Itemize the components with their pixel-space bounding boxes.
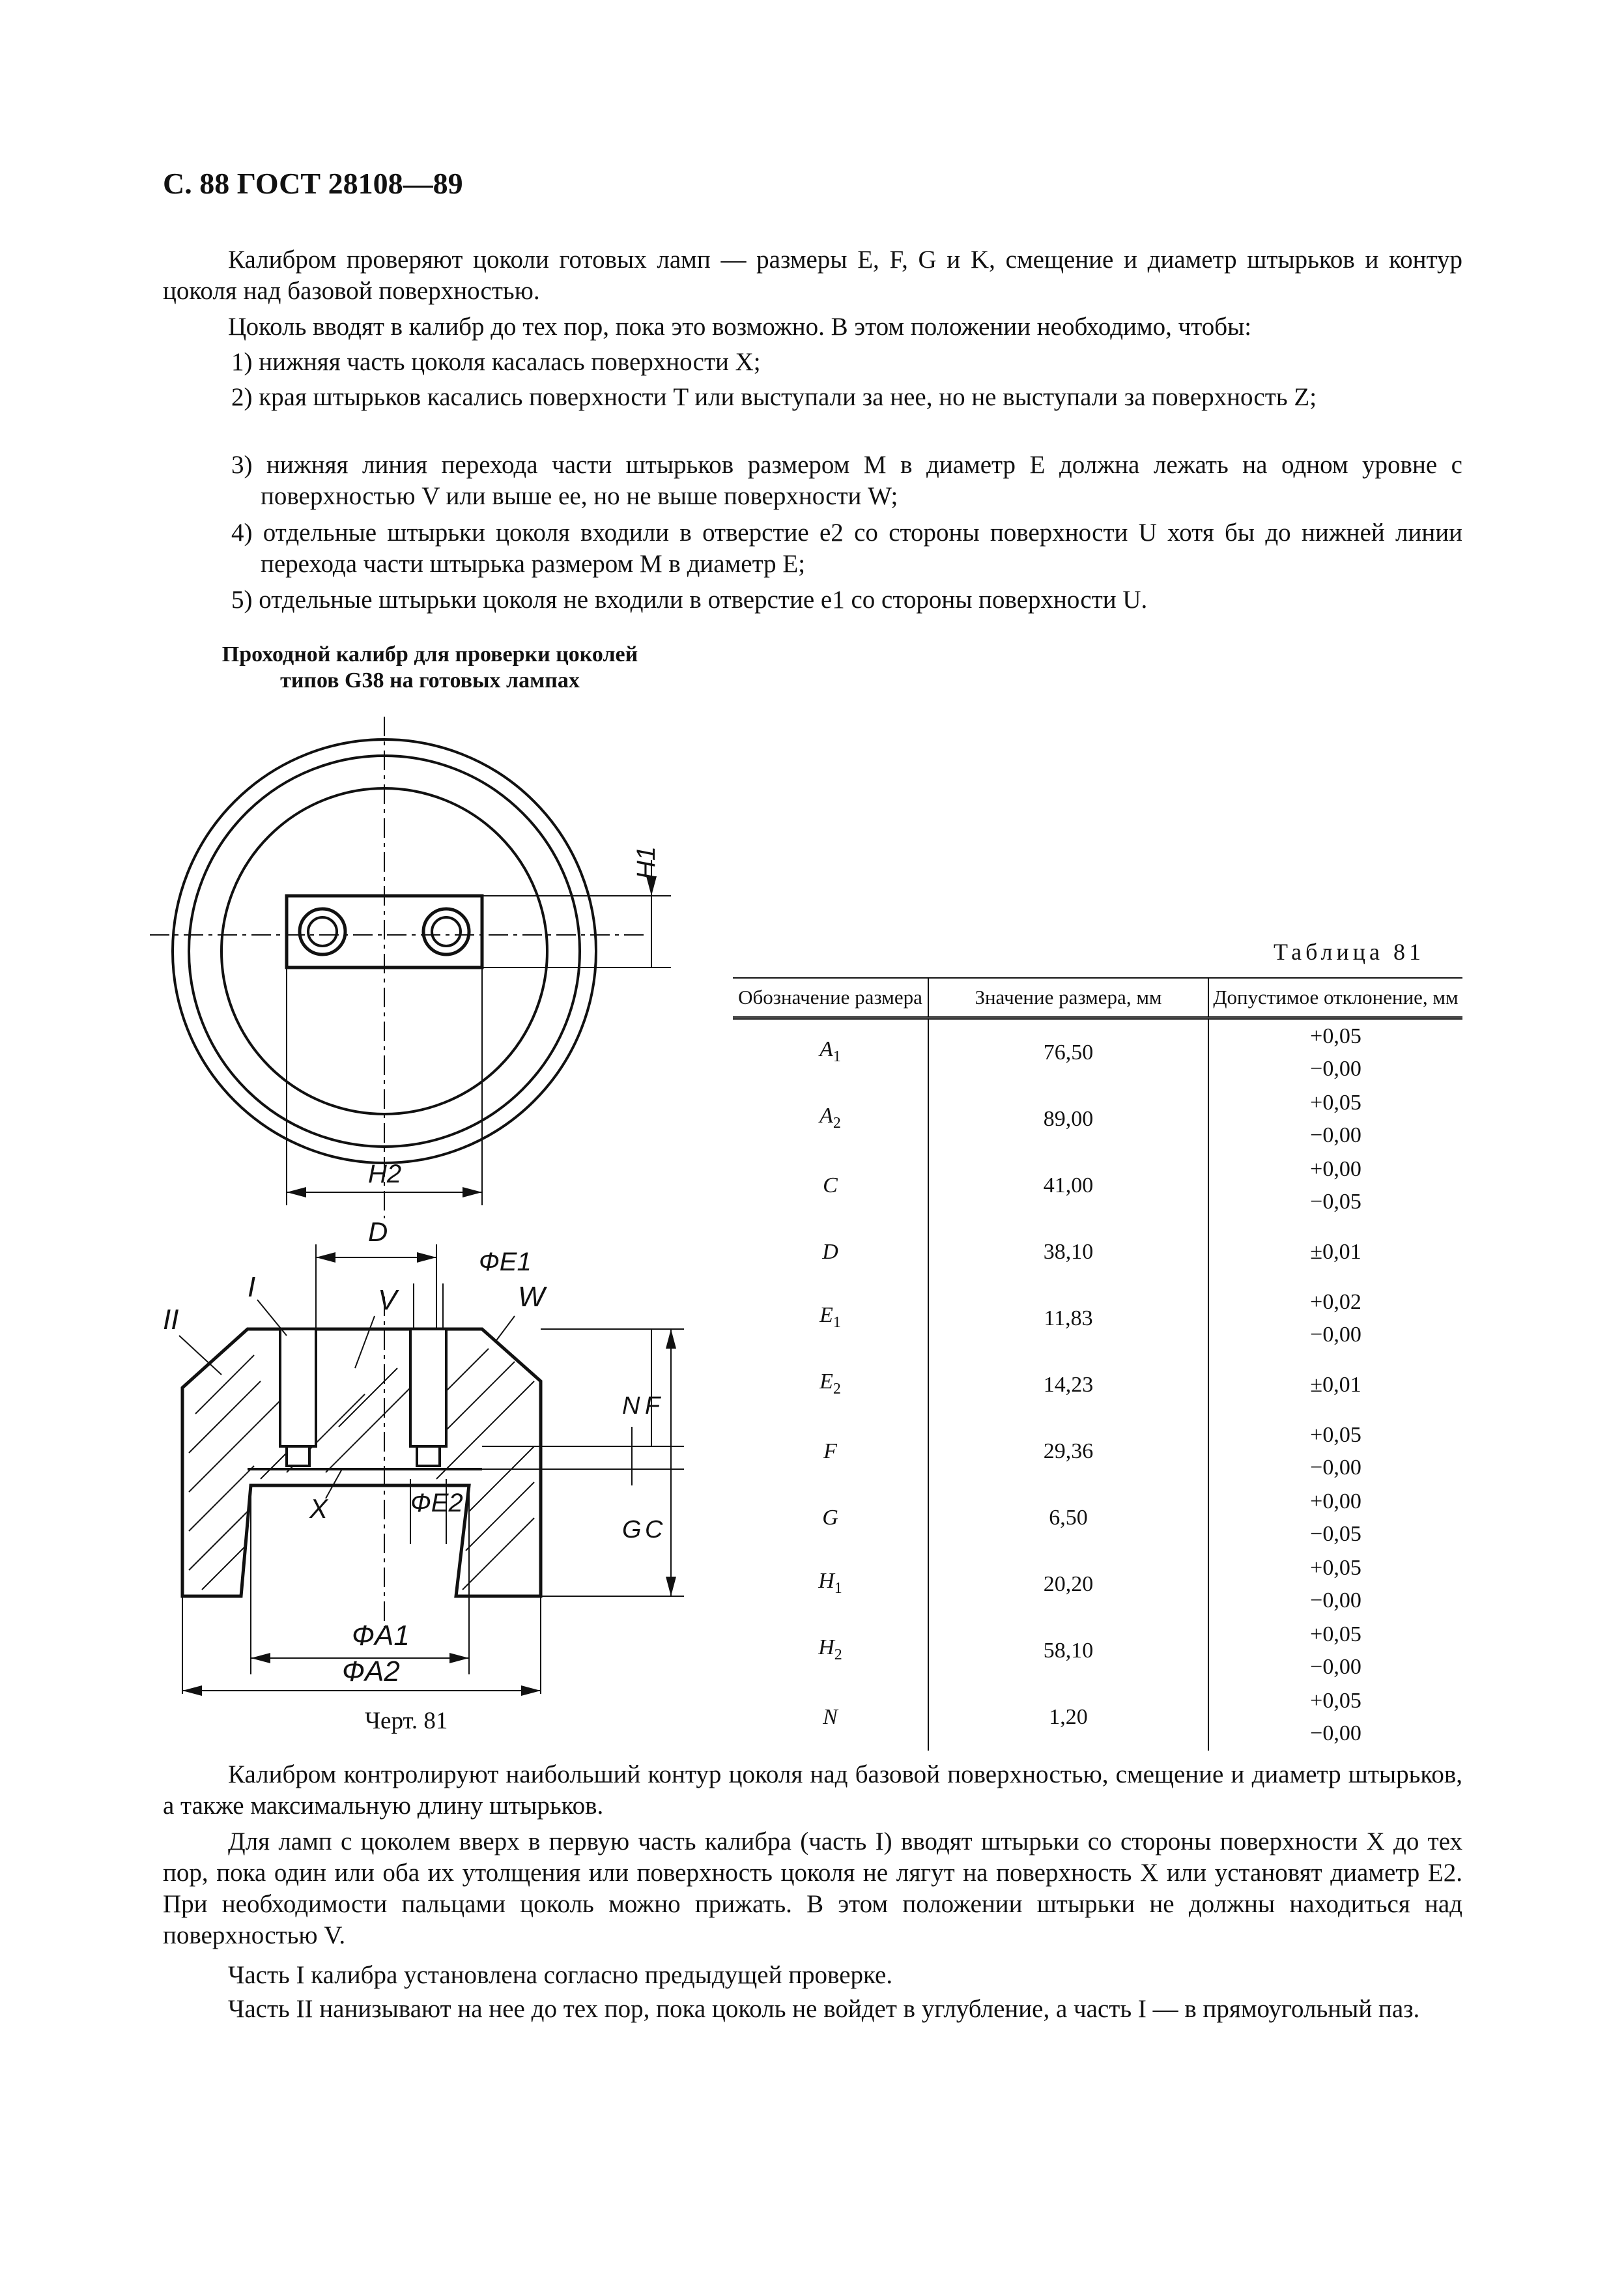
cell-symbol: $E_2$ xyxy=(819,1369,841,1397)
cell-value: 41,00 xyxy=(928,1153,1208,1219)
label-g: G xyxy=(622,1516,642,1543)
cell-value: 38,10 xyxy=(928,1219,1208,1285)
section-view xyxy=(163,1216,684,1696)
cell-symbol: $A_2$ xyxy=(819,1103,841,1132)
column-header: Значение размера, мм xyxy=(928,978,1208,1018)
table-row xyxy=(733,1352,1462,1418)
label-a1: ФA1 xyxy=(352,1620,410,1652)
list-item-5: 5) отдельные штырьки цоколя не входили в отверстие e1 со стороны поверхности U. xyxy=(231,586,1148,614)
data-table xyxy=(733,977,1462,1751)
table-row xyxy=(733,1285,1462,1352)
tolerance-line: −0,00 xyxy=(1310,1455,1361,1480)
cell-tolerance xyxy=(1208,1418,1462,1485)
cell-value: 6,50 xyxy=(928,1485,1208,1551)
figure-caption: Черт. 81 xyxy=(365,1708,448,1734)
table-row xyxy=(733,1485,1462,1551)
cell-tolerance xyxy=(1208,1285,1462,1352)
cell-value: 89,00 xyxy=(928,1086,1208,1153)
cell-tolerance xyxy=(1208,1219,1462,1285)
label-part-ii: II xyxy=(163,1304,179,1336)
figure-title xyxy=(163,642,697,694)
cell-value: 58,10 xyxy=(928,1618,1208,1684)
tolerance-line: ±0,01 xyxy=(1310,1240,1361,1264)
label-e2: ФE2 xyxy=(410,1489,463,1517)
tolerance-line: −0,00 xyxy=(1310,1323,1361,1347)
figure-title-line-1: Проходной калибр для проверки цоколей xyxy=(221,642,638,666)
cell-symbol: $H_1$ xyxy=(818,1568,842,1597)
label-h2: H2 xyxy=(368,1160,402,1188)
outro-paragraph-4: Часть II нанизывают на нее до тех пор, пока цоколь не войдет в углубление, а часть I — в прямоугольный паз. xyxy=(228,1995,1420,2023)
cell-value: 29,36 xyxy=(928,1418,1208,1485)
tolerance-line: −0,00 xyxy=(1310,1588,1361,1612)
intro-paragraph-1: Калибром проверяют цоколи готовых ламп — размеры E, F, G и K, смещение и диаметр штырьков и контур цоколя над базовой поверхностью. xyxy=(163,246,1462,305)
table-row xyxy=(733,1684,1462,1751)
label-d: D xyxy=(368,1216,388,1247)
tolerance-line: +0,00 xyxy=(1310,1489,1361,1513)
table-row xyxy=(733,1219,1462,1285)
tolerance-line: −0,05 xyxy=(1310,1190,1361,1214)
list-item-1: 1) нижняя часть цоколя касалась поверхности X; xyxy=(231,348,761,376)
tolerance-line: +0,05 xyxy=(1310,1689,1361,1713)
cell-tolerance xyxy=(1208,1086,1462,1153)
figure-title-line-2: типов G38 на готовых лампах xyxy=(280,668,580,693)
technical-drawing xyxy=(150,710,736,1726)
column-header: Допустимое отклонение, мм xyxy=(1208,978,1462,1018)
label-c: C xyxy=(645,1516,663,1543)
cell-symbol: F xyxy=(823,1439,837,1463)
tolerance-line: +0,02 xyxy=(1310,1290,1361,1314)
list-item-3: 3) нижняя линия перехода части штырьков размером M в диаметр E должна лежать на одном уровне с поверхностью V или выше ее, но не выше поверхности W; xyxy=(231,451,1462,510)
table-row xyxy=(733,1086,1462,1153)
label-h1: H1 xyxy=(632,846,661,880)
cell-symbol: N xyxy=(823,1705,838,1729)
tolerance-line: −0,05 xyxy=(1310,1522,1361,1546)
cell-tolerance xyxy=(1208,1153,1462,1219)
table-row xyxy=(733,1551,1462,1618)
table-row xyxy=(733,1418,1462,1485)
table-row xyxy=(733,1018,1462,1087)
intro-paragraph-2: Цоколь вводят в калибр до тех пор, пока это возможно. В этом положении необходимо, чтобы: xyxy=(228,313,1252,341)
tolerance-line: +0,05 xyxy=(1310,1024,1361,1048)
cell-tolerance xyxy=(1208,1684,1462,1751)
tolerance-line: ±0,01 xyxy=(1310,1373,1361,1397)
tolerance-line: −0,00 xyxy=(1310,1655,1361,1679)
list-item-4: 4) отдельные штырьки цоколя входили в отверстие e2 со стороны поверхности U хотя бы до нижней линии перехода части штырька размером M в диаметр E; xyxy=(231,519,1462,578)
tolerance-line: +0,05 xyxy=(1310,1091,1361,1115)
table-header-row xyxy=(733,978,1462,1018)
label-f: F xyxy=(645,1392,661,1420)
label-x: X xyxy=(309,1493,328,1524)
cell-value: 14,23 xyxy=(928,1352,1208,1418)
tolerance-line: +0,05 xyxy=(1310,1556,1361,1580)
cell-tolerance xyxy=(1208,1018,1462,1087)
label-v: V xyxy=(378,1284,397,1316)
page-header: С. 88 ГОСТ 28108—89 xyxy=(163,167,463,200)
cell-value: 20,20 xyxy=(928,1551,1208,1618)
cell-tolerance xyxy=(1208,1618,1462,1684)
cell-tolerance xyxy=(1208,1551,1462,1618)
cell-value: 76,50 xyxy=(928,1018,1208,1087)
tolerance-line: +0,05 xyxy=(1310,1622,1361,1646)
table-row xyxy=(733,1153,1462,1219)
outro-paragraph-1: Калибром контролируют наибольший контур цоколя над базовой поверхностью, смещение и диаметр штырьков, а также максимальную длину штырьков. xyxy=(163,1760,1462,1820)
label-a2: ФA2 xyxy=(342,1655,400,1687)
cell-tolerance xyxy=(1208,1485,1462,1551)
label-part-i: I xyxy=(248,1271,256,1303)
cell-value: 1,20 xyxy=(928,1684,1208,1751)
cell-symbol: $E_1$ xyxy=(819,1302,841,1331)
table-caption: Таблица 81 xyxy=(1274,939,1425,965)
tolerance-line: −0,00 xyxy=(1310,1057,1361,1081)
label-w: W xyxy=(518,1281,545,1313)
column-header: Обозначение размера xyxy=(733,978,928,1018)
label-n: N xyxy=(622,1392,640,1420)
table-row xyxy=(733,1618,1462,1684)
tolerance-line: −0,00 xyxy=(1310,1123,1361,1147)
label-e1: ФE1 xyxy=(479,1248,532,1276)
cell-symbol: C xyxy=(823,1173,838,1197)
tolerance-line: +0,05 xyxy=(1310,1423,1361,1447)
cell-tolerance xyxy=(1208,1352,1462,1418)
tolerance-line: −0,00 xyxy=(1310,1721,1361,1745)
outro-paragraph-2: Для ламп с цоколем вверх в первую часть калибра (часть I) вводят штырьки со стороны поверхности X до тех пор, пока один или оба их утолщения или поверхность цоколя не лягут на поверхность X или установят диаметр E2. При необходимости пальцами цоколь можно прижать. В этом положении штырьки не должны находиться над поверхностью V. xyxy=(163,1827,1462,1949)
cell-symbol: $H_2$ xyxy=(818,1635,842,1663)
outro-paragraph-3: Часть I калибра установлена согласно предыдущей проверке. xyxy=(228,1961,893,1989)
top-view xyxy=(150,717,671,1218)
cell-value: 11,83 xyxy=(928,1285,1208,1352)
list-item-2: 2) края штырьков касались поверхности T или выступали за нее, но не выступали за поверхность Z; xyxy=(231,383,1317,411)
cell-symbol: $A_1$ xyxy=(819,1037,841,1065)
cell-symbol: D xyxy=(822,1240,838,1264)
tolerance-line: +0,00 xyxy=(1310,1157,1361,1181)
cell-symbol: G xyxy=(822,1506,838,1530)
